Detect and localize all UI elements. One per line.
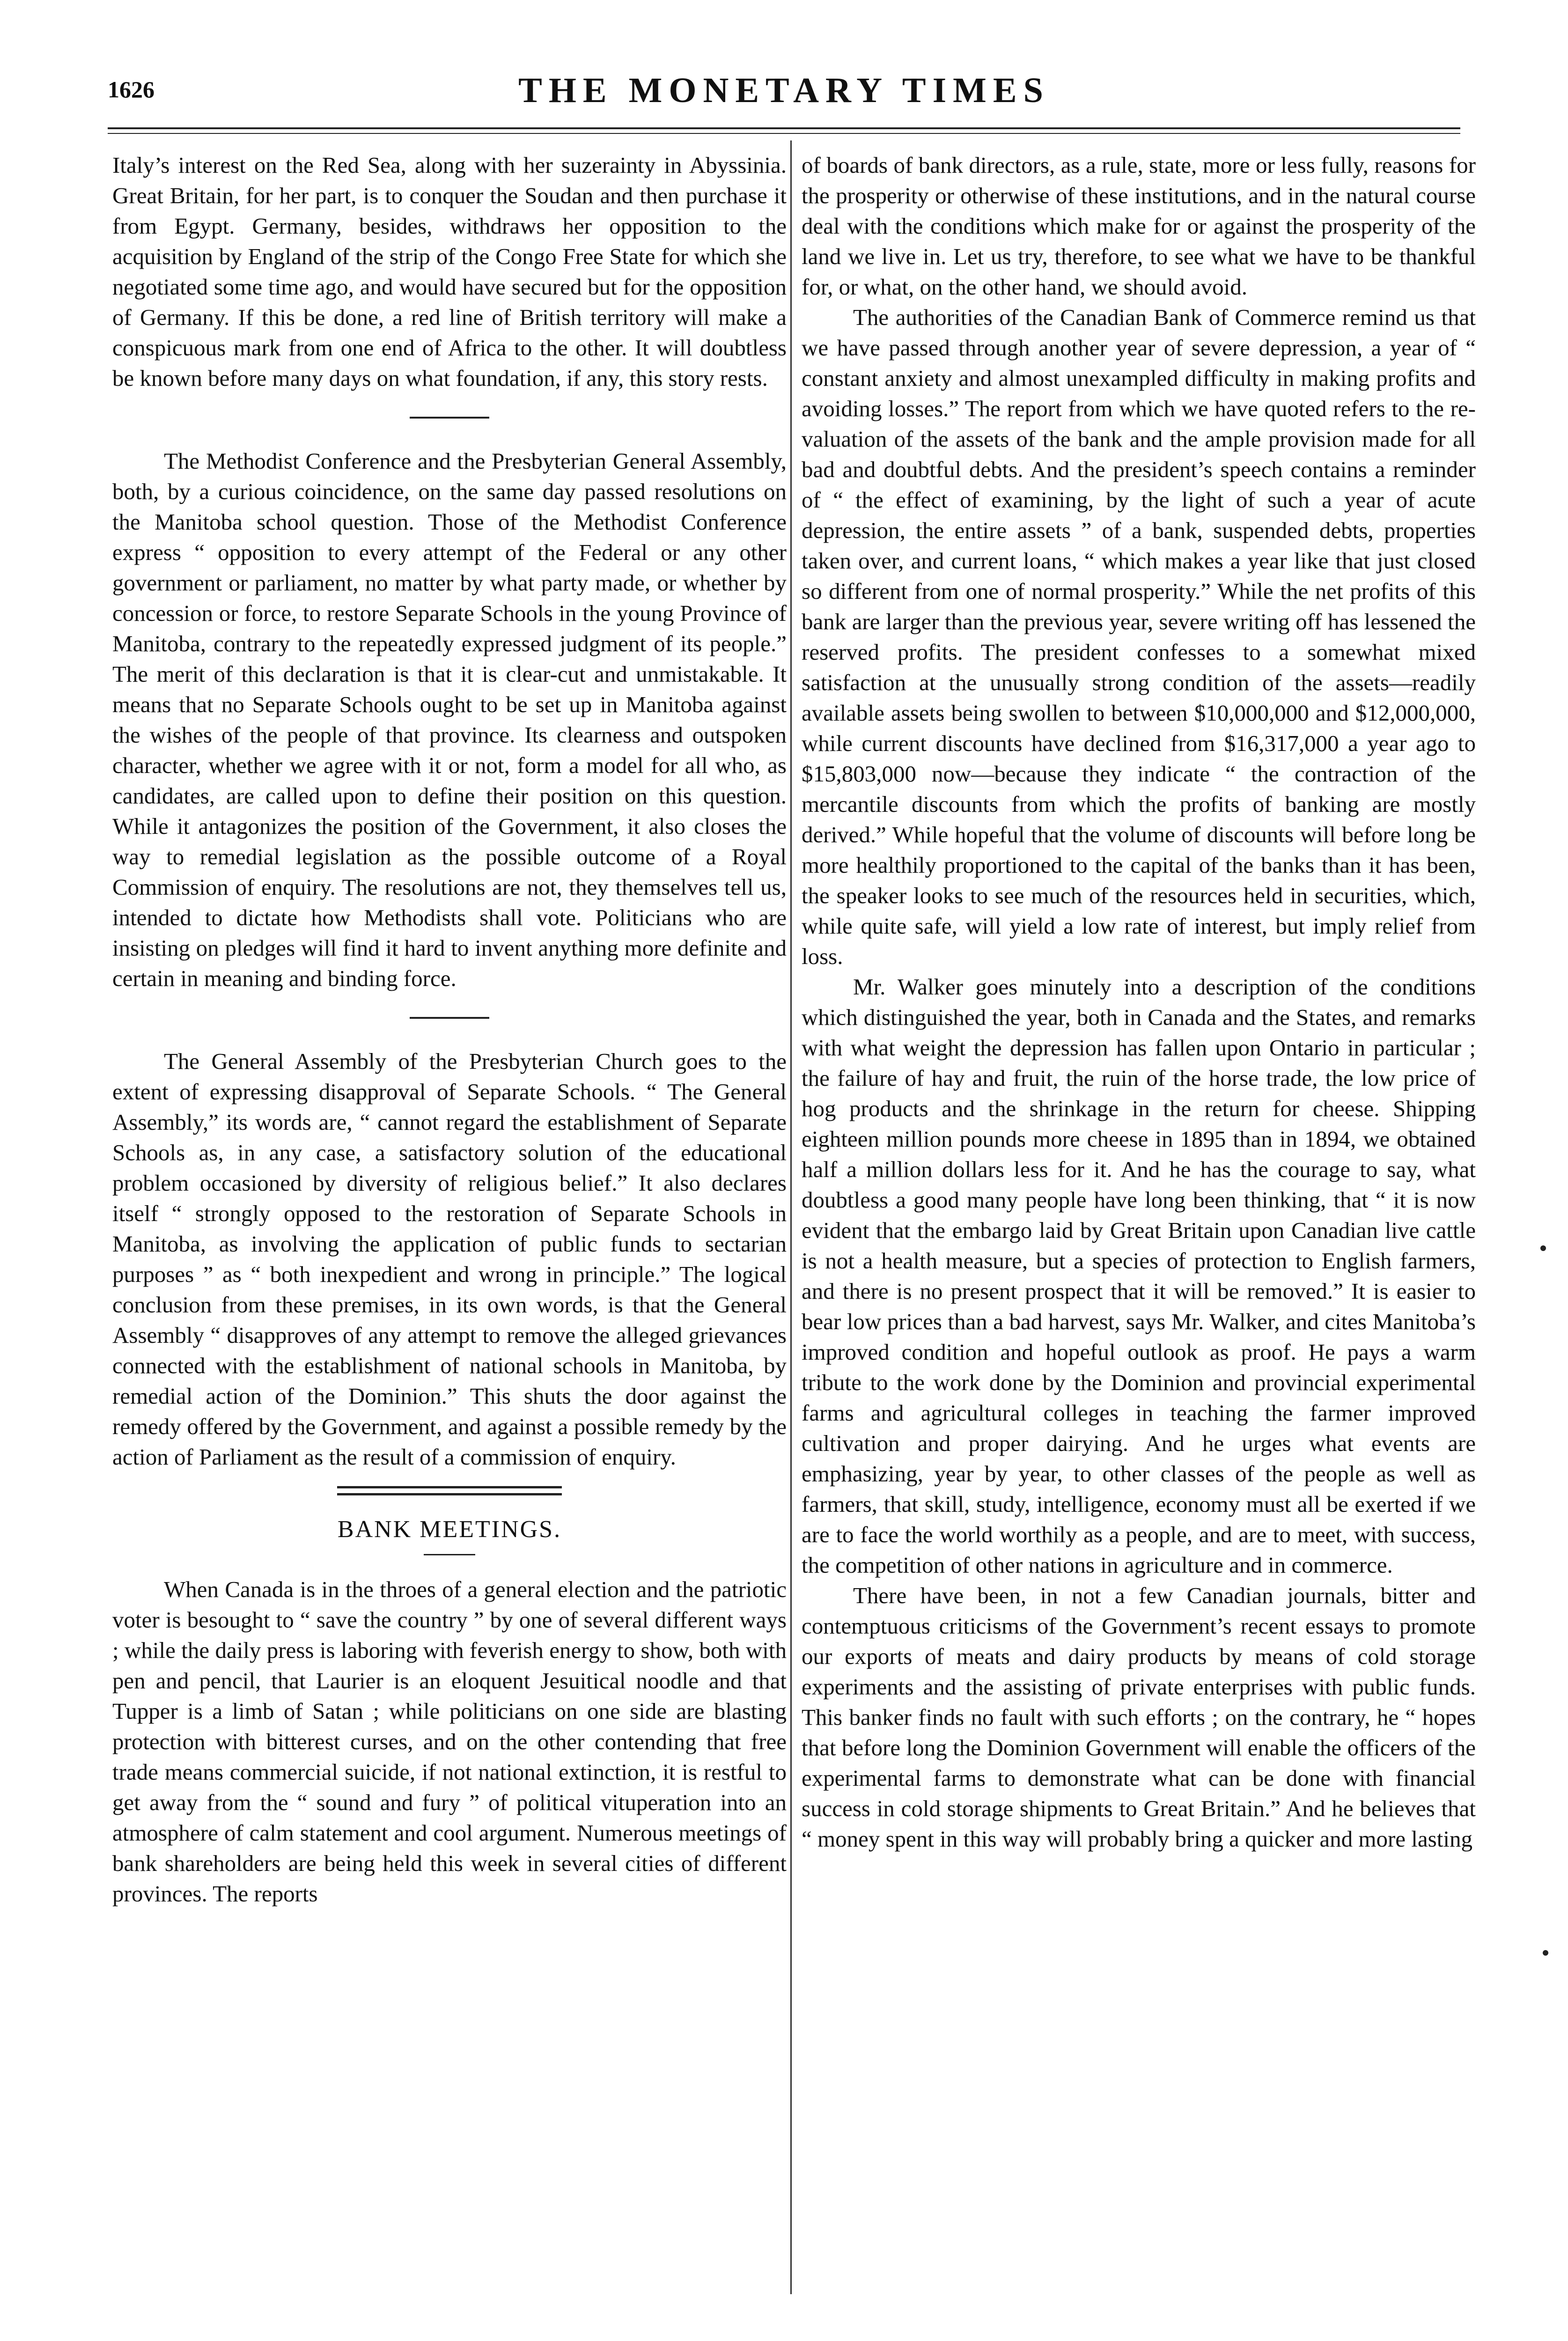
margin-speck [1540,1245,1546,1251]
article-paragraph: Italy’s interest on the Red Sea, along with her suzerainty in Abyssinia. Great Britain, for her part, is to conquer the Soudan and then purchase it from Egypt. Germany, besides, withdraws her opposition to the acquisition by England of the strip of the Congo Free State for which she negotiated some time ago, and would have secured but for the opposition of Germany. If this be done, a red line of British territory will make a conspicuous mark from one end of Africa to the other. It will doubtless be known before many days on what foundation, if any, this story rests. [112,152,787,391]
header-rule [108,127,1460,129]
page-number: 1626 [108,76,155,103]
header-rule-thin [108,133,1460,134]
margin-speck [1543,1950,1548,1956]
double-rule-separator [337,1486,562,1495]
heading-underline [424,1554,475,1555]
column-divider [790,140,792,2294]
article-paragraph: of boards of bank directors, as a rule, state, more or less fully, reasons for the prosperity or otherwise of these institutions, and in the natural course deal with the conditions which make for or against the prosperity of the land we live in. Let us try, therefore, to see what we have to be thankful for, or what, on the other hand, we should avoid. [802,152,1476,300]
section-separator [410,417,489,419]
right-column [802,150,1476,1854]
article-paragraph: The Methodist Conference and the Presbyterian General Assembly, both, by a curious coincidence, on the same day passed resolutions on the Manitoba school question. Those of the Methodist Conference express “ opposition to every attempt of the Federal or any other government or parliament, no matter by what party made, or whether by concession or force, to restore Separate Schools in the young Province of Manitoba, contrary to the repeatedly expressed judgment of its people.” The merit of this declaration is that it is clear-cut and unmistakable. It means that no Separate Schools ought to be set up in Manitoba against the wishes of the people of that province. Its clearness and outspoken character, whether we agree with it or not, form a model for all who, as candidates, are called upon to define their position on this question. While it antagonizes the position of the Government, it also closes the way to remedial legislation as the possible outcome of a Royal Commission of enquiry. The resolutions are not, they themselves tell us, intended to dictate how Methodists shall vote. Politicians who are insisting on pledges will find it hard to invent anything more definite and certain in meaning and binding force. [112,448,787,991]
article-paragraph: The authorities of the Canadian Bank of Commerce remind us that we have passed through another year of severe depression, a year of “ constant anxiety and almost unexampled difficulty in making profits and avoiding losses.” The report from which we have quoted refers to the re-valuation of the assets of the bank and the ample provision made for all bad and doubtful debts. And the president’s speech contains a reminder of “ the effect of examining, by the light of such a year of acute depression, the entire assets ” of a bank, suspended debts, properties taken over, and current loans, “ which makes a year like that just closed so different from one of normal prosperity.” While the net profits of this bank are larger than the previous year, severe writing off has lessened the reserved profits. The president confesses to a somewhat mixed satisfaction at the unusually strong condition of the assets—readily available assets being swollen to between $10,000,000 and $12,000,000, while current discounts have declined from $16,317,000 a year ago to $15,803,000 now—because they indicate “ the contraction of the mercantile discounts from which the profits of banking are mostly derived.” While hopeful that the volume of discounts will before long be more healthily proportioned to the capital of the banks than it has been, the speaker looks to see much of the resources held in securities, which, while quite safe, will yield a low rate of interest, but imply relief from loss. [802,304,1476,969]
article-paragraph: There have been, in not a few Canadian journals, bitter and contemptuous criticisms of the Government’s recent essays to promote our exports of meats and dairy products by means of cold storage experiments and the assisting of private enterprises with public funds. This banker finds no fault with such efforts ; on the contrary, he “ hopes that before long the Dominion Government will enable the officers of the experimental farms to demonstrate what can be done with financial success in cold storage shipments to Great Britain.” And he believes that “ money spent in this way will probably bring a quicker and more lasting [802,1583,1476,1852]
article-paragraph: Mr. Walker goes minutely into a description of the conditions which distinguished the year, both in Canada and the States, and remarks with what weight the depression has fallen upon Ontario in particular ; the failure of hay and fruit, the ruin of the horse trade, the low price of hog products and the shrinkage in the return for cheese. Shipping eighteen million pounds more cheese in 1895 than in 1894, we obtained half a million dollars less for it. And he has the courage to say, what doubtless a good many people have long been thinking, that “ it is now evident that the embargo laid by Great Britain upon Canadian live cattle is not a health measure, but a species of protection to English farmers, and there is no present prospect that it will be removed.” It is easier to bear low prices than a bad harvest, says Mr. Walker, and cites Manitoba’s improved condition and hopeful outlook as proof. He pays a warm tribute to the work done by the Dominion and provincial experimental farms and agricultural colleges in teaching the farmer improved cultivation and proper dairying. And he urges what events are emphasizing, year by year, to other classes of the people as well as farmers, that skill, study, intelligence, economy must all be exerted if we are to face the world worthily as a people, and are to meet, with success, the competition of other nations in agriculture and in commerce. [802,974,1476,1578]
article-paragraph: When Canada is in the throes of a general election and the patriotic voter is besought to “ save the country ” by one of several different ways ; while the daily press is laboring with feverish energy to show, both with pen and pencil, that Laurier is an eloquent Jesuitical noodle and that Tupper is a limb of Satan ; while politicians on one side are blasting protection with bitterest curses, and on the other contending that free trade means commercial suicide, if not national extinction, it is restful to get away from the “ sound and fury ” of political vituperation into an atmosphere of calm statement and cool argument. Numerous meetings of bank shareholders are being held this week in several cities of different provinces. The reports [112,1576,787,1907]
section-heading: BANK MEETINGS. [337,1516,562,1543]
publication-title: THE MONETARY TIMES [518,71,1050,110]
section-separator [410,1017,489,1019]
article-paragraph: The General Assembly of the Presbyterian Church goes to the extent of expressing disapproval of Separate Schools. “ The General Assembly,” its words are, “ cannot regard the establishment of Separate Schools as, in any case, a satisfactory solution of the educational problem occasioned by diversity of religious belief.” It also declares itself “ strongly opposed to the restoration of Separate Schools in Manitoba, as involving the application of public funds to sectarian purposes ” as “ both inexpedient and wrong in principle.” The logical conclusion from these premises, in its own words, is that the General Assembly “ disapproves of any attempt to remove the alleged grievances connected with the establishment of national schools in Manitoba, by remedial action of the Dominion.” This shuts the door against the remedy offered by the Government, and against a possible remedy by the action of Parliament as the result of a commission of enquiry. [112,1048,787,1470]
left-column [112,150,787,1909]
page-header [108,66,1460,122]
